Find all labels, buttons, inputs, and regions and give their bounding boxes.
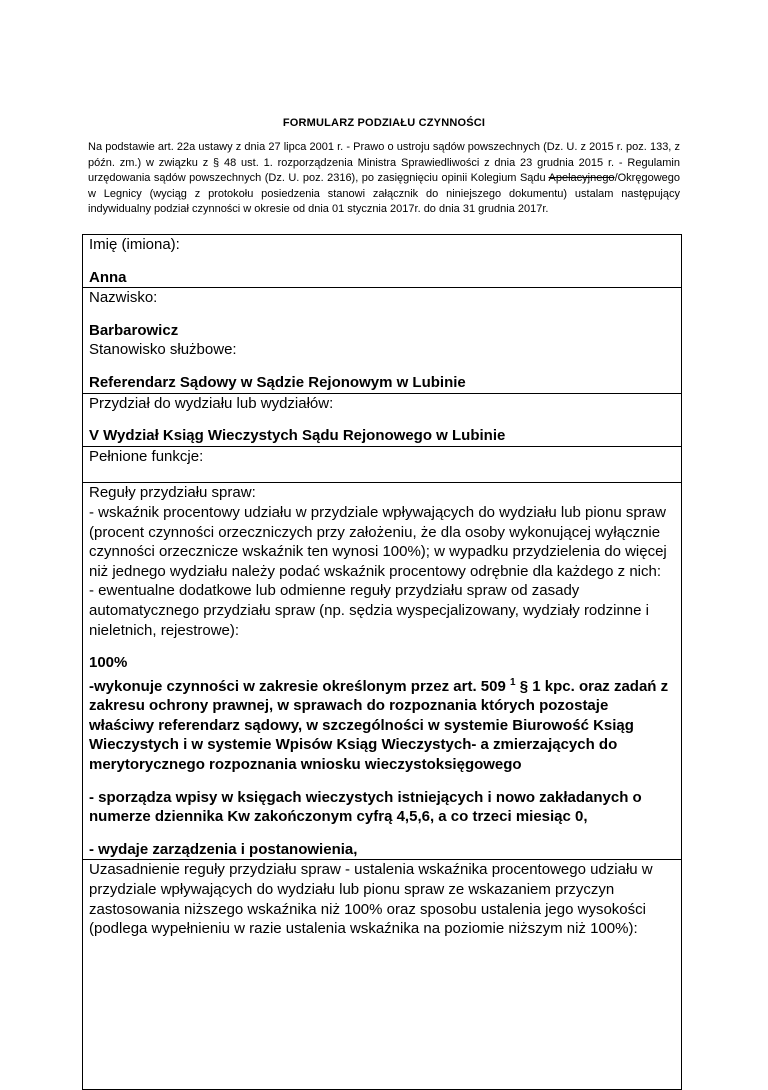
intro-paragraph	[88, 140, 680, 218]
reguly-additional-rule: - ewentualne dodatkowe lub odmienne reguły przydziału spraw od zasady automatycznego przydziału spraw (np. sędzia wyspecjalizowany, wydziały rodzinne i nieletnich, rejestrowe):	[89, 582, 649, 639]
funkcje-label: Pełnione funkcje:	[89, 447, 204, 465]
duty-1	[89, 673, 675, 775]
intro-struck-word: Apelacyjnego	[548, 172, 615, 185]
cell-stanowisko	[83, 340, 681, 393]
stanowisko-label: Stanowisko służbowe:	[89, 341, 237, 359]
reguly-percentage-rule: - wskaźnik procentowy udziału w przydziale wpływających do wydziału lub pionu spraw (procent czynności orzeczniczych przy założeniu, że dla osoby wykonującej wyłącznie czynności orzecznicze wskaźnik ten wynosi 100%); w wypadku przydzielenia do więcej niż jednego wydziału należy podać wskaźnik procentowy odrębnie dla każdego z nich:	[89, 503, 667, 580]
duty-1-part-a: -wykonuje czynności w zakresie określonym przez art. 509	[89, 677, 511, 695]
cell-funkcje	[83, 447, 681, 484]
przydzial-value: V Wydział Ksiąg Wieczystych Sądu Rejonowego w Lubinie	[89, 427, 506, 445]
imie-label: Imię (imiona):	[89, 236, 180, 253]
stanowisko-value: Referendarz Sądowy w Sądzie Rejonowym w Lubinie	[89, 373, 466, 391]
nazwisko-value: Barbarowicz	[89, 321, 179, 339]
intro-text-part2: /Okręgowego w Legnicy (wyciąg z protokołu posiedzenia stanowi załącznik do niniejszego dokumentu) ustalam następujący indywidualny podział czynności w okresie od dnia 01 stycznia 2017r. do dnia 31 grudnia 2017r.	[88, 172, 680, 216]
duty-1-superscript: 1	[510, 676, 516, 688]
imie-value: Anna	[89, 268, 127, 286]
cell-nazwisko	[83, 288, 681, 340]
uzasadnienie-label: Uzasadnienie reguły przydziału spraw - ustalenia wskaźnika procentowego udziału w przydziale wpływających do wydziału lub pionu spraw ze wskazaniem przyczyn zastosowania niższego wskaźnika niż 100% oraz sposobu ustalenia jego wysokości (podlega wypełnieniu w razie ustalenia wskaźnika na poziomie niższym niż 100%):	[89, 861, 653, 938]
cell-przydzial	[83, 394, 681, 447]
duty-3: - wydaje zarządzenia i postanowienia,	[89, 840, 358, 858]
duty-1-part-b: § 1 kpc. oraz zadań z zakresu ochrony prawnej, w sprawach do rozpoznania których pozostaje właściwy referendarz sądowy, w szczególności w systemie Biurowość Ksiąg Wieczystych i w systemie Wpisów Ksiąg Wieczystych- a zmierzających do merytorycznego rozpoznania wniosku wieczystoksięgowego	[89, 677, 669, 774]
document-title: FORMULARZ PODZIAŁU CZYNNOŚCI	[282, 117, 486, 129]
duty-2: - sporządza wpisy w księgach wieczystych istniejących i nowo zakładanych o numerze dziennika Kw zakończonym cyfrą 4,5,6, a co trzeci miesiąc 0,	[89, 788, 642, 826]
reguly-heading: Reguły przydziału spraw:	[89, 484, 256, 502]
cell-reguly	[83, 483, 681, 860]
intro-text-part1: Na podstawie art. 22a ustawy z dnia 27 lipca 2001 r. - Prawo o ustroju sądów powszechnych (Dz. U. z 2015 r. poz. 133, z późn. zm.) w związku z § 48 ust. 1. rozporządzenia Ministra Sprawiedliwości z dnia 23 grudnia 2015 r. - Regulamin urzędowania sądów powszechnych (Dz. U. poz. 2316), po zasięgnięciu opinii Kolegium Sądu	[88, 141, 680, 185]
cell-uzasadnienie	[83, 860, 681, 1088]
cell-imie	[83, 235, 681, 288]
nazwisko-label: Nazwisko:	[89, 289, 158, 307]
percent-value: 100%	[89, 654, 128, 672]
przydzial-label: Przydział do wydziału lub wydziałów:	[89, 394, 334, 412]
assignment-form-table	[82, 234, 682, 1090]
